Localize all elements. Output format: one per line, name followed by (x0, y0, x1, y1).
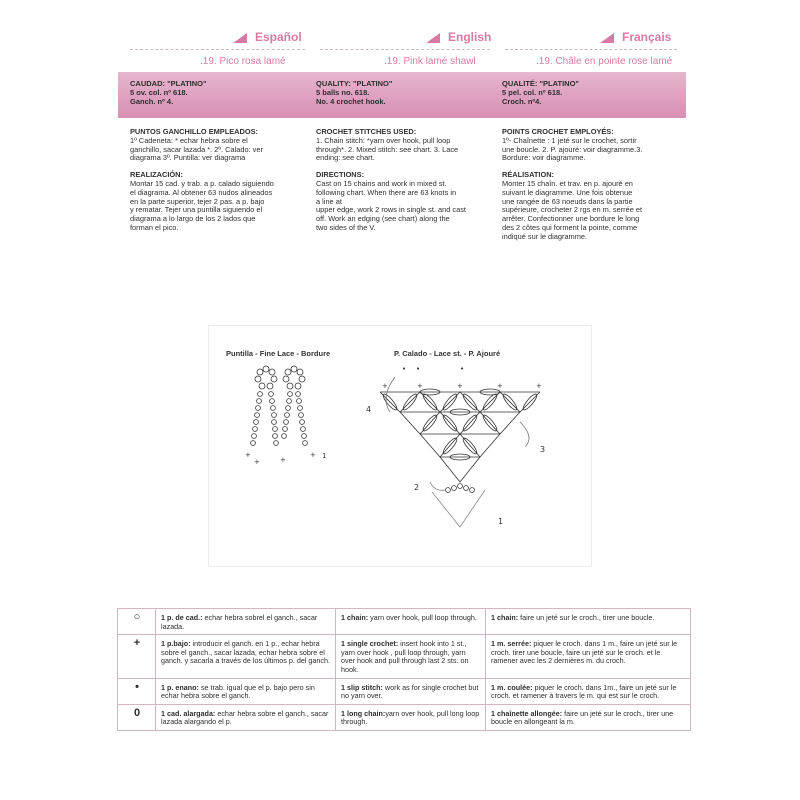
edging-diagram-title: Puntilla - Fine Lace - Bordure (226, 349, 331, 358)
legend-es: 1 p.bajo: introducir el ganch. en 1 p., echar hebra sobre el ganch., sacar lazada, echar hebra sobre el ganch. y sacarla a través de los últimos p. del ganch. (156, 635, 336, 678)
svg-text:•: • (416, 365, 421, 373)
slip-stitch-symbol: • (118, 678, 156, 704)
svg-text:1: 1 (322, 452, 327, 460)
legend-en: 1 slip stitch: work as for single crochet but no yarn over. (336, 678, 486, 704)
symbol-legend-table (117, 608, 691, 731)
quality-en: QUALITY: "PLATINO" 5 balls no. 618. No. 4 crochet hook. (316, 79, 393, 106)
instructions-en: CROCHET STITCHES USED: 1. Chain stitch: *yarn over hook, pull loop through*. 2. Mixed stitch: see chart. 3. Lace ending: see chart. DIRECTIONS: Cast on 15 chains and work in mixed st. following chart. When there are 63 knots in a line at upper edge, work 2 rows in single st. and cast off. Work an edging (see chart) along the two sides of the V. (316, 127, 466, 232)
svg-text:•: • (402, 365, 407, 373)
single-crochet-symbol: + (118, 635, 156, 678)
language-header-en: English (426, 30, 491, 46)
svg-text:+: + (417, 382, 423, 390)
step-label: 1 (498, 517, 504, 526)
pattern-title-fr: .19. Châle en pointe rose lamé (536, 56, 673, 67)
legend-fr: 1 chain: faire un jeté sur le croch., tirer une boucle. (486, 609, 691, 635)
step-label: 4 (366, 405, 372, 414)
chain-symbol: ○ (118, 609, 156, 635)
svg-text:•: • (460, 365, 465, 373)
table-row (118, 609, 691, 635)
legend-es: 1 p. de cad.: echar hebra sobrel el ganch., sacar lazada. (156, 609, 336, 635)
divider (320, 49, 490, 50)
svg-text:+: + (457, 382, 463, 390)
svg-text:+: + (254, 458, 260, 466)
long-chain-symbol: 0 (118, 704, 156, 730)
legend-es: 1 cad. alargada: echar hebra sobre el ganch., sacar lazada alargando el p. (156, 704, 336, 730)
table-row (118, 704, 691, 730)
language-header-fr: Français (600, 30, 671, 46)
triangle-icon (600, 33, 614, 43)
legend-es: 1 p. enano: se trab. igual que el p. bajo pero sin echar hebra sobre el ganch. (156, 678, 336, 704)
legend-en: 1 long chain:yarn over hook, pull long loop through. (336, 704, 486, 730)
quality-es: CAUDAD: "PLATINO" 5 ov. col. nº 618. Ganch. nº 4. (130, 79, 207, 106)
step-label: 2 (414, 483, 420, 492)
triangle-icon (426, 33, 440, 43)
triangle-icon (233, 33, 247, 43)
step-label: 3 (540, 445, 546, 454)
mesh-diagram-title: P. Calado - Lace st. - P. Ajouré (394, 349, 501, 358)
legend-fr: 1 m. serrée: piquer le croch. dans 1 m., faire un jeté sur le croch. tirer une boucle, faire un jeté sur le croch. et le ramener avec les 2 dernières m. du croch. (486, 635, 691, 678)
legend-fr: 1 chaînette allongée: faire un jeté sur le croch., tirer une boucle en allongeant la m. (486, 704, 691, 730)
table-row (118, 635, 691, 678)
pattern-title-es: .19. Pico rosa lamé (200, 56, 286, 67)
divider (130, 49, 305, 50)
edging-diagram (240, 362, 340, 472)
svg-text:+: + (536, 382, 542, 390)
pattern-title-en: .19. Pink lamé shawl (384, 56, 476, 67)
instructions-fr: POINTS CROCHET EMPLOYÉS: 1º- Chaînette : 1 jeté sur le crochet, sortir une boucle. 2. P. ajouré: voir diagramme.3. Bordure: voir diagramme. RÉALISATION: Monter 15 chaîn. et trav. en p. ajouré en suivant le diagramme. Une fois obtenue une rangée de 63 noeuds dans la partie supérieure, crocheter 2 rgs en m. serrée et arrêter. Confectionner une bordure le long des 2 côtes qui forment la pointe, comme indiqué sur le diagramme. (502, 127, 643, 241)
lace-stitch-diagram (360, 362, 560, 542)
svg-text:+: + (310, 451, 316, 459)
language-header-es: Español (233, 30, 302, 46)
quality-fr: QUALITÉ: "PLATINO" 5 pel. col. nº 618. Croch. nº4. (502, 79, 579, 106)
legend-fr: 1 m. coulée: piquer le croch. dans 1m., faire un jeté sur le croch. et ramener à travers le m. qui est sur le croch. (486, 678, 691, 704)
svg-text:+: + (497, 382, 503, 390)
divider (505, 49, 677, 50)
instructions-es: PUNTOS GANCHILLO EMPLEADOS: 1º Cadeneta: * echar hebra sobre el ganchillo, sacar lazada *. 2º. Calado: ver diagrama 3º. Puntilla: ver diagrama REALIZACIÓN: Montar 15 cad. y trab. a p. calado siguiendo el diagrama. Al obtener 63 nudos alineados en la parte superior, tejer 2 pas. a p. bajo y rematar. Tejer una puntilla siguiendo el diagrama a lo largo de los 2 lados que forman el pico. (130, 127, 274, 232)
svg-text:+: + (382, 382, 388, 390)
svg-text:+: + (280, 456, 286, 464)
legend-en: 1 chain: yarn over hook, pull loop through. (336, 609, 486, 635)
table-row (118, 678, 691, 704)
svg-text:+: + (245, 451, 251, 459)
legend-en: 1 single crochet: insert hook into 1 st., yarn over hook , pull loop through, yarn over hook and pull through last 2 sts. on hook. (336, 635, 486, 678)
